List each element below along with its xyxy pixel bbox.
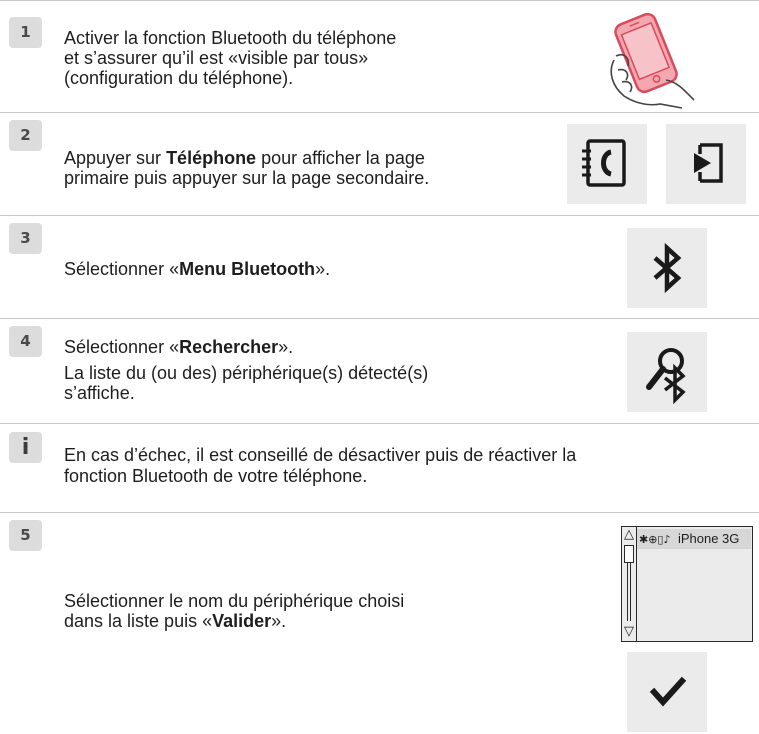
info-line-2: fonction Bluetooth de votre téléphone. bbox=[64, 466, 368, 486]
step-number-badge: 4 bbox=[9, 326, 42, 357]
scrollbar[interactable] bbox=[622, 527, 637, 641]
step-4-line-3: s’affiche. bbox=[64, 383, 135, 403]
step-4-line-1: Sélectionner «Rechercher». bbox=[64, 337, 294, 357]
step-number-badge: 2 bbox=[9, 120, 42, 151]
separator bbox=[0, 318, 759, 319]
phone-in-hand-icon bbox=[604, 10, 704, 110]
device-list[interactable] bbox=[621, 526, 753, 642]
separator bbox=[0, 512, 759, 513]
scroll-up-arrow-icon[interactable]: △ bbox=[624, 527, 634, 542]
step-number-badge: 5 bbox=[9, 520, 42, 551]
phone-book-icon[interactable] bbox=[567, 124, 647, 204]
bluetooth-icon[interactable] bbox=[627, 228, 707, 308]
separator bbox=[0, 0, 759, 1]
device-status-icons: ✱⊕▯♪ bbox=[639, 533, 671, 546]
info-icon: i bbox=[9, 432, 42, 463]
step-number-badge: 1 bbox=[9, 17, 42, 48]
secondary-page-icon[interactable] bbox=[666, 124, 746, 204]
separator bbox=[0, 112, 759, 113]
step-5-line-2: dans la liste puis «Valider». bbox=[64, 611, 287, 631]
step-1-line-2: et s’assurer qu’il est «visible par tous» bbox=[64, 48, 369, 68]
step-2-line-1: Appuyer sur Téléphone pour afficher la page bbox=[64, 148, 425, 168]
device-list-item[interactable] bbox=[637, 529, 751, 549]
info-line-1: En cas d’échec, il est conseillé de désactiver puis de réactiver la bbox=[64, 445, 577, 465]
bluetooth-search-icon[interactable] bbox=[627, 332, 707, 412]
separator bbox=[0, 423, 759, 424]
step-1-line-1: Activer la fonction Bluetooth du téléphone bbox=[64, 28, 397, 48]
separator bbox=[0, 215, 759, 216]
scroll-thumb[interactable] bbox=[624, 545, 634, 563]
device-name: iPhone 3G bbox=[677, 531, 740, 546]
step-4-line-2: La liste du (ou des) périphérique(s) détecté(s) bbox=[64, 363, 429, 383]
step-1-line-3: (configuration du téléphone). bbox=[64, 68, 294, 88]
scroll-track bbox=[627, 563, 631, 621]
step-3-line-1: Sélectionner «Menu Bluetooth». bbox=[64, 259, 331, 279]
step-2-line-2: primaire puis appuyer sur la page secondaire. bbox=[64, 168, 430, 188]
scroll-down-arrow-icon[interactable]: ▽ bbox=[624, 624, 634, 639]
step-number-badge: 3 bbox=[9, 223, 42, 254]
checkmark-icon[interactable] bbox=[627, 652, 707, 732]
step-5-line-1: Sélectionner le nom du périphérique choisi bbox=[64, 591, 405, 611]
